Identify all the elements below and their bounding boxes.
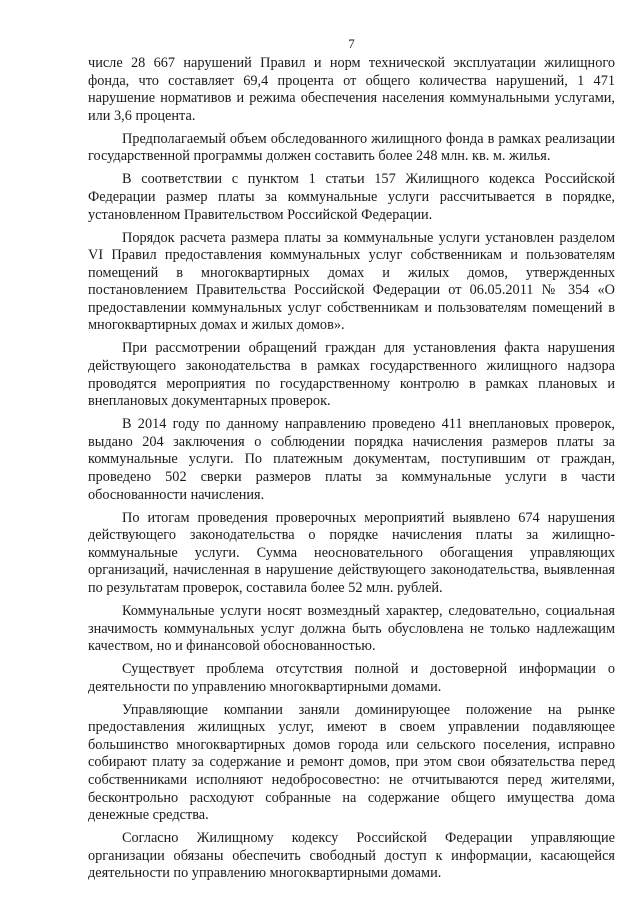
paragraph-calculation-order: Порядок расчета размера платы за коммунальные услуги установлен разделом VI Правил предоставления коммунальных услуг собственникам и пользователям помещений в многоквартирных домах и жилых домов, утвержденных постановлением Правительства Российской Федерации от 06.05.2011 № 354 «О предоставлении коммунальных услуг собственникам и пользователям помещений в многоквартирных домах и жилых домов». bbox=[88, 229, 615, 334]
paragraph-1-continuation: числе 28 667 нарушений Правил и норм технической эксплуатации жилищного фонда, что составляет 69,4 процента от общего количества нарушений, 1 471 нарушение нормативов и режима обеспечения населения коммунальными услугами, или 3,6 процента. bbox=[88, 55, 615, 124]
paragraph-paid-services: Коммунальные услуги носят возмездный характер, следовательно, социальная значимость коммунальных услуг должна быть обусловлена не только надлежащим качеством, но и финансовой обоснованностью. bbox=[88, 602, 615, 655]
paragraph-information-problem: Существует проблема отсутствия полной и достоверной информации о деятельности по управлению многоквартирными домами. bbox=[88, 661, 615, 695]
document-body bbox=[88, 55, 615, 888]
page-number: 7 bbox=[348, 36, 355, 51]
paragraph-housing-code-access: Согласно Жилищному кодексу Российской Федерации управляющие организации обязаны обеспечить свободный доступ к информации, касающейся деятельности по управлению многоквартирными домами. bbox=[88, 830, 615, 882]
paragraph-management-companies: Управляющие компании заняли доминирующее положение на рынке предоставления жилищных услуг, имеют в своем управлении подавляющее большинство многоквартирных домов города или сельского поселения, исправно собирают плату за содержание и ремонт домов, при этом свои обязательства перед собственниками исполняют недобросовестно: не отчитываются перед жителями, бесконтрольно расходуют собранные на содержание общего имущества дома денежные средства. bbox=[88, 701, 615, 824]
paragraph-citizen-appeals: При рассмотрении обращений граждан для установления факта нарушения действующего законодательства в рамках государственного жилищного надзора проводятся мероприятия по государственному контролю в рамках плановых и внеплановых документарных проверок. bbox=[88, 340, 615, 410]
paragraph-housing-survey-volume: Предполагаемый объем обследованного жилищного фонда в рамках реализации государственной программы должен составить более 248 млн. кв. м. жилья. bbox=[88, 130, 615, 165]
paragraph-inspection-results: По итогам проведения проверочных мероприятий выявлено 674 нарушения действующего законодательства о порядке начисления платы за жилищно-коммунальные услуги. Сумма неосновательного обогащения управляющих организаций, начисленная в нарушение действующего законодательства, выявленная по результатам проверок, составила более 52 млн. рублей. bbox=[88, 509, 615, 596]
paragraph-2014-inspections: В 2014 году по данному направлению проведено 411 внеплановых проверок, выдано 204 заключения о соблюдении порядка начисления размеров платы за коммунальные услуги. По платежным документам, поступившим от граждан, проведено 502 сверки размеров платы за коммунальные услуги в части обоснованности начисления. bbox=[88, 416, 615, 503]
paragraph-article-157: В соответствии с пунктом 1 статьи 157 Жилищного кодекса Российской Федерации размер платы за коммунальные услуги рассчитывается в порядке, установленном Правительством Российской Федерации. bbox=[88, 171, 615, 223]
